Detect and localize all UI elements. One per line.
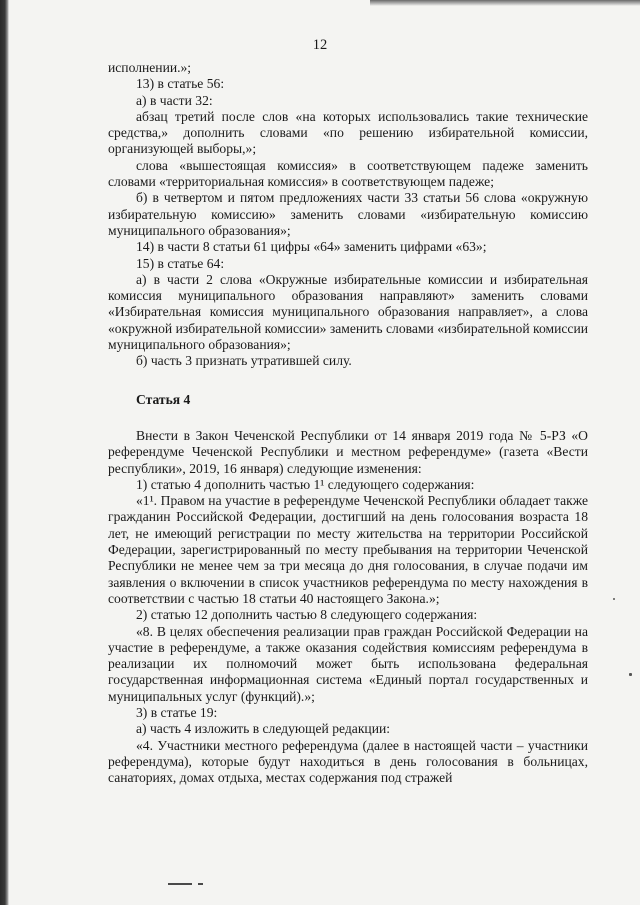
article-heading: Статья 4 <box>136 391 191 407</box>
scan-edge-left <box>0 0 9 905</box>
scan-mark <box>168 883 192 885</box>
paragraph: б) часть 3 признать утратившей силу. <box>136 353 352 369</box>
paragraph: Внести в Закон Чеченской Республики от 14 января 2019 года № 5-РЗ «О референдуме Чеченской Республики и местном референдуме» (газета «Вести республики», 2019, 16 января) следующие изменения: <box>108 427 588 476</box>
scan-speck <box>629 673 632 676</box>
paragraph: 13) в статье 56: <box>136 76 225 92</box>
paragraph: «8. В целях обеспечения реализации прав граждан Российской Федерации на участие в референдуме, а также оказания содействия комиссиям референдума в реализации их полномочий может быть использована федеральная государственная информационная система «Единый портал государственных и муниципальных услуг (функций).»; <box>108 623 588 704</box>
paragraph: 1) статью 4 дополнить частью 1¹ следующего содержания: <box>136 476 475 492</box>
paragraph: а) часть 4 изложить в следующей редакции: <box>136 721 391 737</box>
document-body <box>108 60 588 786</box>
paragraph: слова «вышестоящая комиссия» в соответствующем падеже заменить словами «территориальная комиссия» в соответствующем падеже; <box>108 157 588 190</box>
paragraph: исполнении.»; <box>108 60 192 75</box>
paragraph: 14) в части 8 статьи 61 цифры «64» заменить цифрами «63»; <box>136 239 487 255</box>
paragraph: 3) в статье 19: <box>136 704 218 720</box>
paragraph: б) в четвертом и пятом предложениях части 33 статьи 56 слова «окружную избирательную комиссию» заменить словами «избирательную комиссию муниципального образования»; <box>108 190 588 238</box>
paragraph: 15) в статье 64: <box>136 255 225 271</box>
paragraph: а) в части 32: <box>136 92 213 108</box>
paragraph: а) в части 2 слова «Окружные избирательные комиссии и избирательная комиссия муниципального образования направляют» заменить словами «Избирательная комиссия муниципального образования направляет», а слова «окружной избирательной комиссии» заменить словами «избирательной комиссии муниципального образования»; <box>108 271 588 353</box>
paragraph: «1¹. Правом на участие в референдуме Чеченской Республики обладает также гражданин Российской Федерации, достигший на день голосования возраста 18 лет, не имеющий регистрации по месту жительства на территории Российской Федерации, зарегистрированный по месту пребывания на территории Чеченской Республики не менее чем за три месяца до дня голосования, в случае подачи им заявления о включении в список участников референдума по месту нахождения в соответствии с частью 18 статьи 40 настоящего Закона.»; <box>108 493 588 606</box>
paragraph: 2) статью 12 дополнить частью 8 следующего содержания: <box>136 607 478 623</box>
scan-speck <box>613 598 615 600</box>
paragraph: «4. Участники местного референдума (далее в настоящей части – участники референдума), которые будут находиться в день голосования в больницах, санаториях, домах отдыха, местах содержания под стражей <box>108 737 588 786</box>
paragraph: абзац третий после слов «на которых использовались такие технические средства,» дополнить словами «по решению избирательной комиссии, организующей выборы,»; <box>108 108 588 157</box>
page-number: 12 <box>312 37 328 53</box>
scan-edge-top <box>370 0 640 6</box>
scan-mark <box>198 883 203 885</box>
